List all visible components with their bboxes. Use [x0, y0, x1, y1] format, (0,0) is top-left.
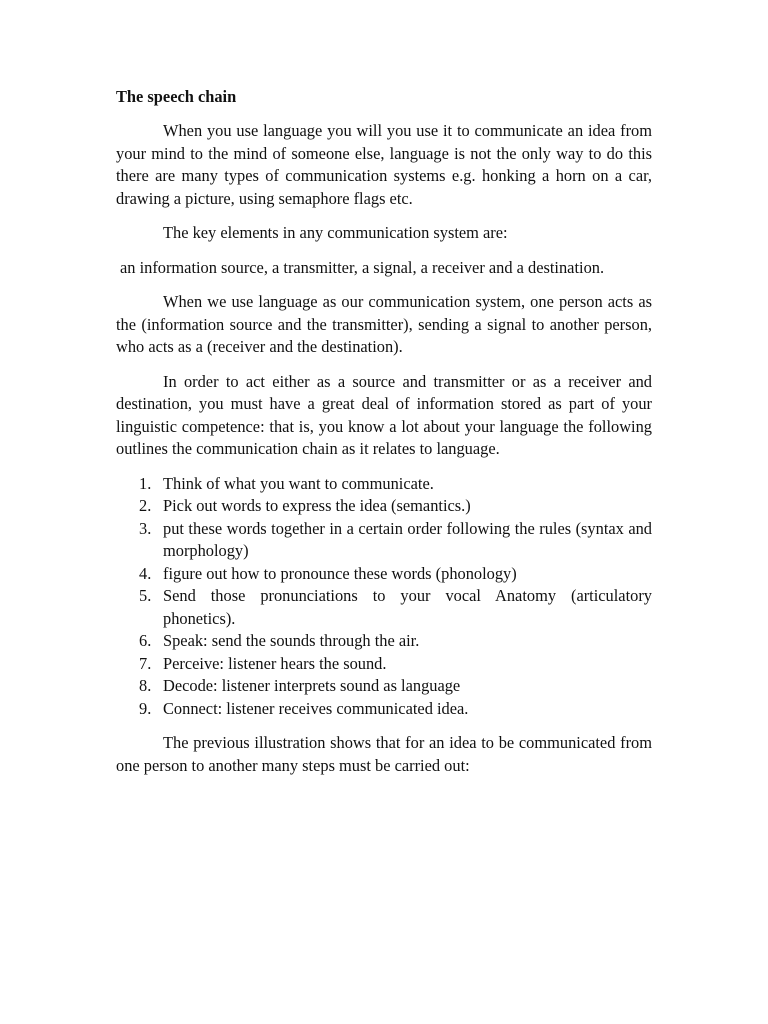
steps-list — [116, 473, 652, 721]
paragraph-competence: In order to act either as a source and transmitter or as a receiver and destination, you must have a great deal of information stored as part of your linguistic competence: that is, you know a lot about your language the following outlines the communication chain as it relates to language. — [116, 371, 652, 458]
list-item-number: 1. — [139, 473, 152, 493]
list-item — [116, 518, 652, 563]
list-item-number: 8. — [139, 676, 152, 695]
list-item — [116, 563, 652, 586]
list-item — [116, 653, 652, 676]
list-item — [116, 473, 652, 496]
list-item-text: Pick out words to express the idea (semantics.) — [163, 496, 471, 515]
list-item-text: Think of what you want to communicate. — [163, 473, 434, 493]
list-item — [116, 630, 652, 653]
list-item-number: 3. — [139, 518, 152, 538]
list-item-number: 6. — [139, 631, 152, 650]
document-title: The speech chain — [116, 87, 237, 106]
list-item-text: Decode: listener interprets sound as language — [163, 676, 461, 695]
list-item-number: 5. — [139, 586, 152, 605]
list-item-text: Connect: listener receives communicated idea. — [163, 698, 469, 718]
list-item — [116, 495, 652, 518]
list-item-number: 7. — [139, 653, 152, 673]
paragraph-intro: When you use language you will you use it to communicate an idea from your mind to the mind of someone else, language is not the only way to do this there are many types of communication systems e.g. honking a horn on a car, drawing a picture, using semaphore flags etc. — [116, 121, 652, 208]
document-page — [116, 86, 652, 789]
list-item-number: 4. — [139, 563, 152, 583]
paragraph-closing: The previous illustration shows that for an idea to be communicated from one person to another many steps must be carried out: — [116, 733, 652, 775]
list-item-number: 2. — [139, 496, 152, 515]
paragraph-language-system: When we use language as our communication system, one person acts as the (information source and the transmitter), sending a signal to another person, who acts as a (receiver and the destination). — [116, 292, 652, 356]
list-item-text: Send those pronunciations to your vocal Anatomy (articulatory phonetics). — [163, 586, 652, 628]
list-item-text: figure out how to pronounce these words (phonology) — [163, 563, 517, 583]
list-item — [116, 698, 652, 721]
list-item — [116, 585, 652, 630]
list-item-text: put these words together in a certain order following the rules (syntax and morphology) — [163, 518, 652, 560]
list-item-text: Speak: send the sounds through the air. — [163, 631, 420, 650]
paragraph-elements-list: an information source, a transmitter, a signal, a receiver and a destination. — [120, 257, 605, 277]
paragraph-key-elements: The key elements in any communication system are: — [163, 223, 508, 242]
list-item — [116, 675, 652, 698]
list-item-number: 9. — [139, 698, 152, 718]
list-item-text: Perceive: listener hears the sound. — [163, 653, 387, 673]
